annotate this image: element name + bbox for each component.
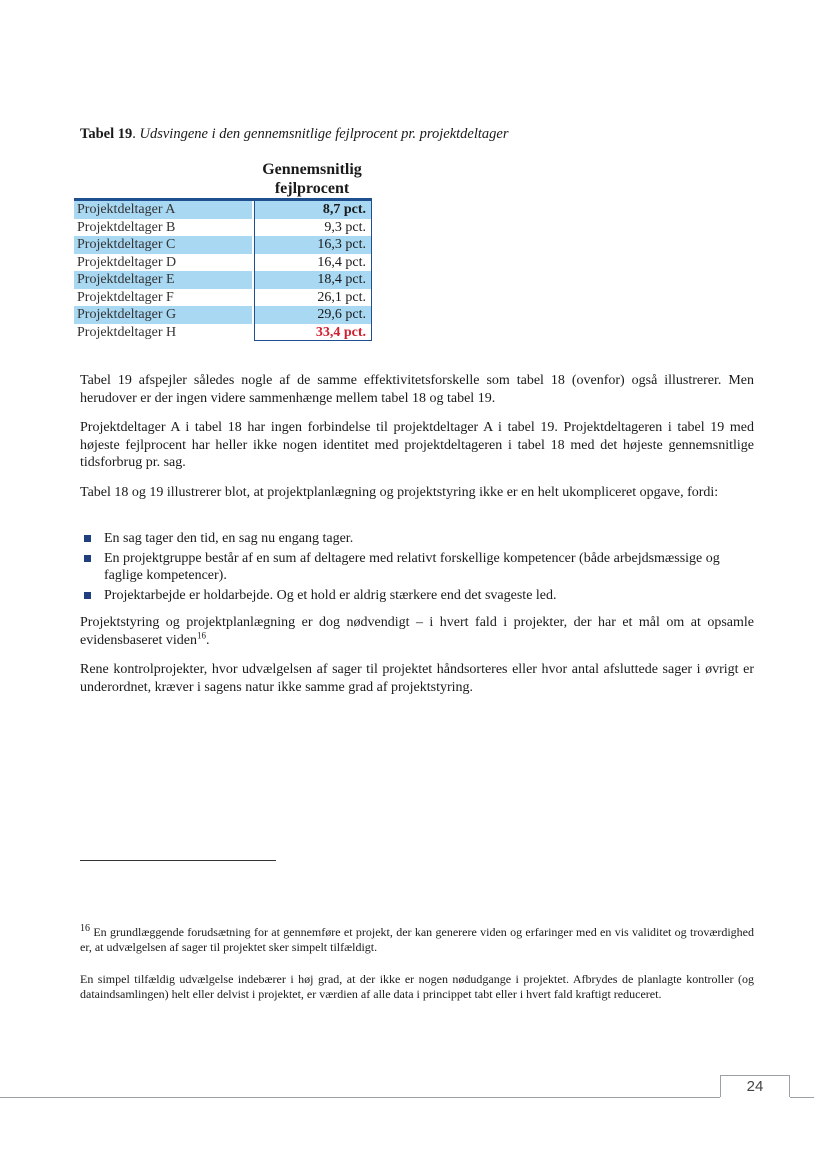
table-row	[74, 219, 372, 237]
bullet-text: En sag tager den tid, en sag nu engang tager.	[104, 531, 354, 546]
paragraph-2: Projektdeltager A i tabel 18 har ingen forbindelse til projektdeltager A i tabel 19. Projektdeltageren i tabel 19 med højeste fejlprocent har heller ikke nogen identitet med projektdeltageren i tabel 18 med det højeste gennemsnitlige tidsforbrug pr. sag.	[80, 420, 754, 470]
footnote-16	[80, 925, 754, 955]
caption-text: Udsvingene i den gennemsnitlige fejlprocent pr. projektdeltager	[139, 126, 509, 142]
participant-name: Projektdeltager D	[77, 254, 177, 270]
list-item	[80, 530, 754, 548]
error-rate-value: 16,3 pct.	[254, 236, 372, 254]
paragraph-3: Tabel 18 og 19 illustrerer blot, at projektplanlægning og projektstyring ikke er en helt ukompliceret opgave, fordi:	[80, 485, 719, 500]
square-bullet-icon	[84, 592, 91, 599]
error-rate-value: 18,4 pct.	[254, 271, 372, 289]
error-rate-value: 26,1 pct.	[317, 289, 366, 305]
table-row	[74, 306, 372, 324]
list-item	[80, 587, 754, 605]
list-item	[80, 550, 754, 585]
bullet-text: En projektgruppe består af en sum af deltagere med relativt forskellige kompetencer (både arbejdsmæssige og faglige kompetencer).	[104, 550, 720, 583]
participant-name: Projektdeltager B	[77, 219, 176, 235]
participant-name: Projektdeltager F	[77, 289, 174, 305]
footnote-number: 16	[80, 923, 90, 934]
table-row	[74, 271, 372, 289]
column-header-line1: Gennemsnitlig	[262, 161, 362, 178]
column-header-line2: fejlprocent	[274, 180, 350, 197]
error-rate-table	[74, 201, 372, 341]
table-row	[74, 254, 372, 272]
table-row	[74, 324, 372, 342]
footnote-text-2: En simpel tilfældig udvælgelse indebærer i høj grad, at der ikke er nogen nødudgange i projektet. Afbrydes de planlagte kontroller (og dataindsamlingen) helt eller delvist i projektet, er værdien af alle data i princippet tabt eller i hvert fald kraftigt reduceret.	[80, 972, 754, 1001]
participant-name: Projektdeltager A	[74, 201, 252, 219]
participant-name: Projektdeltager G	[74, 306, 252, 324]
participant-name: Projektdeltager C	[74, 236, 252, 254]
footnote-reference[interactable]: 16	[197, 629, 207, 640]
paragraph-4	[80, 614, 754, 649]
paragraph-4-end: .	[206, 632, 210, 648]
column-header	[253, 160, 371, 198]
participant-name: Projektdeltager E	[74, 271, 252, 289]
footnote-text-1: En grundlæggende forudsætning for at gennemføre et projekt, der kan generere viden og erfaringer med en vis validitet og troværdighed er, at udvælgelsen af sager til projektet sker simpelt tilfældigt.	[80, 925, 754, 954]
paragraph-1: Tabel 19 afspejler således nogle af de samme effektivitetsforskelle som tabel 18 (ovenfor) også illustrerer. Men herudover er der ingen videre sammenhænge mellem tabel 18 og tabel 19.	[80, 373, 754, 406]
square-bullet-icon	[84, 555, 91, 562]
error-rate-value: 9,3 pct.	[324, 219, 366, 235]
page-number: 24	[746, 1078, 764, 1095]
footer-rule	[0, 1097, 720, 1098]
table-row	[74, 289, 372, 307]
participant-name: Projektdeltager H	[77, 324, 177, 340]
paragraph-4-text: Projektstyring og projektplanlægning er dog nødvendigt – i hvert fald i projekter, der har et mål om at opsamle evidensbaseret viden	[80, 615, 754, 648]
error-rate-value: 29,6 pct.	[254, 306, 372, 324]
caption-label: Tabel 19	[80, 126, 133, 142]
table-row	[74, 201, 372, 219]
table-row	[74, 236, 372, 254]
caption-separator: .	[132, 126, 140, 142]
table-caption	[80, 126, 509, 143]
bullet-text: Projektarbejde er holdarbejde. Og et hold er aldrig stærkere end det svageste led.	[104, 587, 557, 603]
error-rate-value: 8,7 pct.	[254, 201, 372, 219]
footnote-separator	[80, 860, 276, 861]
error-rate-value-highlight: 33,4 pct.	[315, 324, 366, 340]
error-rate-value: 16,4 pct.	[317, 254, 366, 270]
paragraph-5: Rene kontrolprojekter, hvor udvælgelsen af sager til projektet håndsorteres eller hvor antal afsluttede sager i øvrigt er underordnet, kræver i sagens natur ikke samme grad af projektstyring.	[80, 662, 754, 695]
square-bullet-icon	[84, 535, 91, 542]
bullet-list	[80, 530, 754, 606]
footer-rule-tail	[790, 1097, 814, 1098]
